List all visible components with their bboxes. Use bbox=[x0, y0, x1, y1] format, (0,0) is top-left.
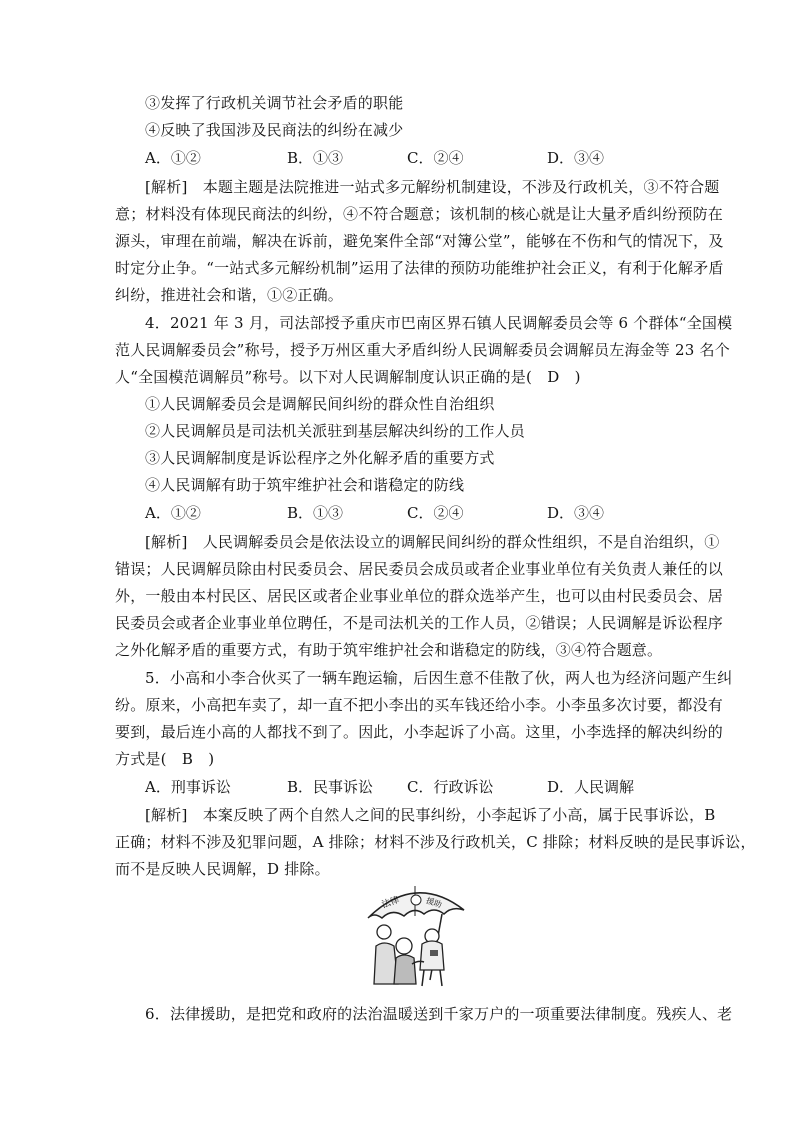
prev-options bbox=[145, 148, 705, 168]
prev-analysis-line: 时定分止争。“一站式多元解纷机制”运用了法律的预防功能维护社会正义，有利于化解矛盾 bbox=[115, 259, 724, 277]
q4-analysis-line: [解析] 人民调解委员会是依法设立的调解民间纠纷的群众性组织，不是自治组织，① bbox=[145, 533, 720, 551]
q4-item-1: ①人民调解委员会是调解民间纠纷的群众性自治组织 bbox=[145, 395, 495, 413]
q5-analysis-line: 而不是反映人民调解，D 排除。 bbox=[115, 860, 330, 878]
prev-item-3: ③发挥了行政机关调节社会矛盾的职能 bbox=[145, 94, 404, 112]
q4-stem-line: 4．2021 年 3 月，司法部授予重庆市巴南区界石镇人民调解委员会等 6 个群体“全国模 bbox=[145, 314, 733, 332]
q5-stem-line: 方式是( B ) bbox=[115, 750, 215, 768]
q4-analysis-line: 民委员会或者企业事业单位聘任，不是司法机关的工作人员，②错误；人民调解是诉讼程序 bbox=[115, 614, 724, 632]
q4-item-2: ②人民调解员是司法机关派驻到基层解决纠纷的工作人员 bbox=[145, 422, 526, 440]
q4-option-a: A．①② bbox=[145, 504, 201, 522]
q4-stem-line: 范人民调解委员会”称号，授予万州区重大矛盾纠纷人民调解委员会调解员左海金等 23 名个 bbox=[115, 341, 730, 359]
prev-item-4: ④反映了我国涉及民商法的纠纷在减少 bbox=[145, 121, 404, 139]
q5-analysis-line: 正确；材料不涉及犯罪问题，A 排除；材料不涉及行政机关，C 排除；材料反映的是民事诉讼， bbox=[115, 833, 756, 851]
q4-option-c: C．②④ bbox=[407, 504, 464, 522]
q4-option-b: B．①③ bbox=[287, 504, 344, 522]
q5-option-c: C．行政诉讼 bbox=[407, 778, 494, 796]
q6-stem-line: 6．法律援助，是把党和政府的法治温暖送到千家万户的一项重要法律制度。残疾人、老 bbox=[145, 1005, 733, 1023]
umbrella-badge: 援助 bbox=[424, 896, 443, 910]
q4-analysis-line: 错误；人民调解员除由村民委员会、居民委员会成员或者企业事业单位有关负责人兼任的以 bbox=[115, 560, 724, 578]
umbrella-text: 法律 bbox=[380, 895, 402, 911]
q4-options bbox=[145, 503, 705, 523]
q5-stem-line: 要到，最后连小高的人都找不到了。因此，小李起诉了小高。这里，小李选择的解决纠纷的 bbox=[115, 723, 724, 741]
q4-analysis-line: 之外化解矛盾的重要方式，有助于筑牢维护社会和谐稳定的防线，③④符合题意。 bbox=[115, 641, 663, 659]
q4-item-4: ④人民调解有助于筑牢维护社会和谐稳定的防线 bbox=[145, 476, 465, 494]
q5-stem-line: 纷。原来，小高把车卖了，却一直不把小李出的买车钱还给小李。小李虽多次讨要，都没有 bbox=[115, 696, 724, 714]
q4-item-3: ③人民调解制度是诉讼程序之外化解矛盾的重要方式 bbox=[145, 449, 495, 467]
q5-option-d: D．人民调解 bbox=[547, 778, 635, 796]
q5-option-a: A．刑事诉讼 bbox=[145, 778, 231, 796]
q4-analysis-line: 外，一般由本村民区、居民区或者企业事业单位的群众选举产生，也可以由村民委员会、居 bbox=[115, 587, 724, 605]
q5-option-b: B．民事诉讼 bbox=[287, 778, 374, 796]
prev-option-d: D．③④ bbox=[547, 149, 605, 167]
q4-stem-line: 人“全国模范调解员”称号。以下对人民调解制度认识正确的是( D ) bbox=[115, 368, 581, 386]
q5-stem-line: 5．小高和小李合伙买了一辆车跑运输，后因生意不佳散了伙，两人也为经济问题产生纠 bbox=[145, 669, 733, 687]
prev-option-b: B．①③ bbox=[287, 149, 344, 167]
prev-analysis-line: [解析] 本题主题是法院推进一站式多元解纷机制建设，不涉及行政机关，③不符合题 bbox=[145, 178, 720, 196]
prev-option-c: C．②④ bbox=[407, 149, 464, 167]
prev-analysis-line: 纠纷，推进社会和谐，①②正确。 bbox=[115, 286, 344, 304]
prev-analysis-line: 源头，审理在前端，解决在诉前，避免案件全部“对簿公堂”，能够在不伤和气的情况下，及 bbox=[115, 232, 724, 250]
q5-options bbox=[145, 777, 705, 797]
prev-analysis-line: 意；材料没有体现民商法的纠纷，④不符合题意；该机制的核心就是让大量矛盾纠纷预防在 bbox=[115, 205, 724, 223]
q4-option-d: D．③④ bbox=[547, 504, 605, 522]
q5-analysis-line: [解析] 本案反映了两个自然人之间的民事纠纷，小李起诉了小高，属于民事诉讼，B bbox=[145, 806, 716, 824]
prev-option-a: A．①② bbox=[145, 149, 201, 167]
legal-aid-cartoon bbox=[360, 880, 470, 990]
